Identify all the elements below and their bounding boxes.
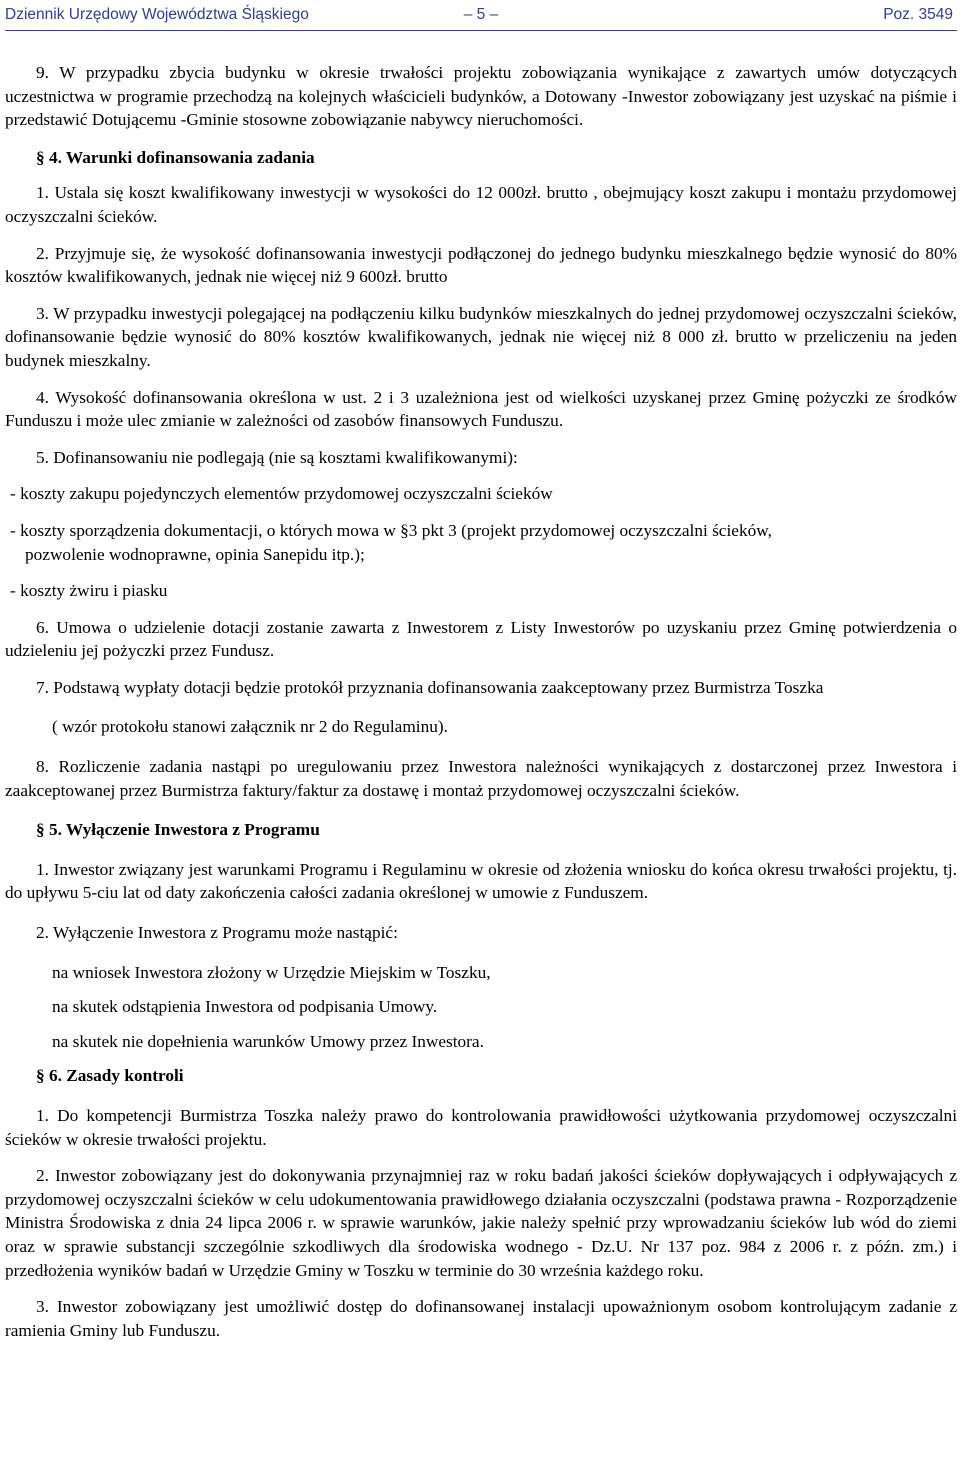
section-6-item-3: 3. Inwestor zobowiązany jest umożliwić dostęp do dofinansowanej instalacji upoważnionym osobom kontrolującym zadanie z ramienia Gminy lub Funduszu. [5,1297,957,1340]
section-4-item-2: 2. Przyjmuje się, że wysokość dofinansowania inwestycji podłączonej do jednego budynku mieszkalnego będzie wynosić do 80% kosztów kwalifikowanych, jednak nie więcej niż 9 600zł. brutto [5,243,957,287]
section-4-item-7-note: ( wzór protokołu stanowi załącznik nr 2 do Regulaminu). [52,717,448,737]
paragraph-9: 9. W przypadku zbycia budynku w okresie trwałości projektu zobowiązania wynikające z zawartych umów dotyczących uczestnictwa w programie przechodzą na kolejnych właścicieli budynków, a Dotowany -Inwestor zobowiązany jest uzyskać na piśmie i przedstawić Dotującemu -Gminie stosowne zobowiązanie nabywcy nieruchomości. [5,63,957,130]
journal-title: Dziennik Urzędowy Województwa Śląskiego [5,6,309,23]
section-5-item-1: 1. Inwestor związany jest warunkami Programu i Regulaminu w okresie od złożenia wniosku do końca okresu trwałości projektu, tj. do upływu 5-ciu lat od daty zakończenia całości zadania określonej w umowie z Funduszem. [5,859,957,903]
exclusion-option-3: na skutek nie dopełnienia warunków Umowy przez Inwestora. [52,1031,484,1051]
section-5-heading: § 5. Wyłączenie Inwestora z Programu [36,820,320,840]
section-4-item-4: 4. Wysokość dofinansowania określona w ust. 2 i 3 uzależniona jest od wielkości uzyskanej przez Gminę pożyczki ze środków Funduszu i może ulec zmianie w zależności od zasobów finansowych Funduszu. [5,387,957,431]
section-4-item-7: 7. Podstawą wypłaty dotacji będzie protokół przyznania dofinansowania zaakceptowany przez Burmistrza Toszka [36,677,824,697]
page-number: – 5 – [463,6,499,23]
section-4-item-1: 1. Ustala się koszt kwalifikowany inwestycji w wysokości do 12 000zł. brutto , obejmujący koszt zakupu i montażu przydomowej oczyszczalni ścieków. [5,183,957,226]
section-6-item-1: 1. Do kompetencji Burmistrza Toszka należy prawo do kontrolowania prawidłowości użytkowania przydomowej oczyszczalni ścieków w okresie trwałości projektu. [5,1106,957,1149]
exclusion-item-2-continued: pozwolenie wodnoprawne, opinia Sanepidu itp.); [25,544,365,564]
exclusion-item-3: - koszty żwiru i piasku [10,581,168,601]
section-4-item-6: 6. Umowa o udzielenie dotacji zostanie zawarta z Inwestorem z Listy Inwestorów po uzyskaniu przez Gminę potwierdzenia o udzieleniu jej pożyczki przez Fundusz. [5,617,957,661]
section-5-item-2: 2. Wyłączenie Inwestora z Programu może nastąpić: [36,923,398,943]
position-number: Poz. 3549 [883,6,953,23]
document-page [5,4,957,1342]
page-header [5,4,957,31]
exclusion-item-2: - koszty sporządzenia dokumentacji, o których mowa w §3 pkt 3 (projekt przydomowej oczyszczalni ścieków, [10,520,772,540]
section-6-item-2: 2. Inwestor zobowiązany jest do dokonywania przynajmniej raz w roku badań jakości ścieków dopływających i odpływających z przydomowej oczyszczalni ścieków w celu udokumentowania prawidłowego działania oczyszczalni (podstawa prawna - Rozporządzenie Ministra Środowiska z dnia 24 lipca 2006 r. w sprawie warunków, jakie należy spełnić przy wprowadzaniu ścieków lub wód do ziemi oraz w sprawie substancji szczególnie szkodliwych dla środowiska wodnego - Dz.U. Nr 137 poz. 984 z 2006 r. z późn. zm.) i przedłożenia wyników badań w Urzędzie Gminy w Toszku w terminie do 30 września każdego roku. [5,1166,957,1280]
section-4-heading: § 4. Warunki dofinansowania zadania [36,147,315,167]
section-6-heading: § 6. Zasady kontroli [36,1066,184,1086]
exclusion-option-2: na skutek odstąpienia Inwestora od podpisania Umowy. [52,997,438,1017]
exclusion-option-1: na wniosek Inwestora złożony w Urzędzie Miejskim w Toszku, [52,962,491,982]
section-4-item-8: 8. Rozliczenie zadania nastąpi po uregulowaniu przez Inwestora należności wynikających z dostarczonej przez Inwestora i zaakceptowanej przez Burmistrza faktury/faktur za dostawę i montaż przydomowej oczyszczalni ścieków. [5,757,957,800]
document-body [5,61,957,1342]
section-4-item-5: 5. Dofinansowaniu nie podlegają (nie są kosztami kwalifikowanymi): [36,447,518,467]
section-4-item-3: 3. W przypadku inwestycji polegającej na podłączeniu kilku budynków mieszkalnych do jednej przydomowej oczyszczalni ścieków, dofinansowanie będzie wynosić do 80% kosztów kwalifikowanych, jednak nie więcej niż 8 000 zł. brutto w przeliczeniu na jeden budynek mieszkalny. [5,303,957,370]
exclusion-item-1: - koszty zakupu pojedynczych elementów przydomowej oczyszczalni ścieków [10,484,553,504]
